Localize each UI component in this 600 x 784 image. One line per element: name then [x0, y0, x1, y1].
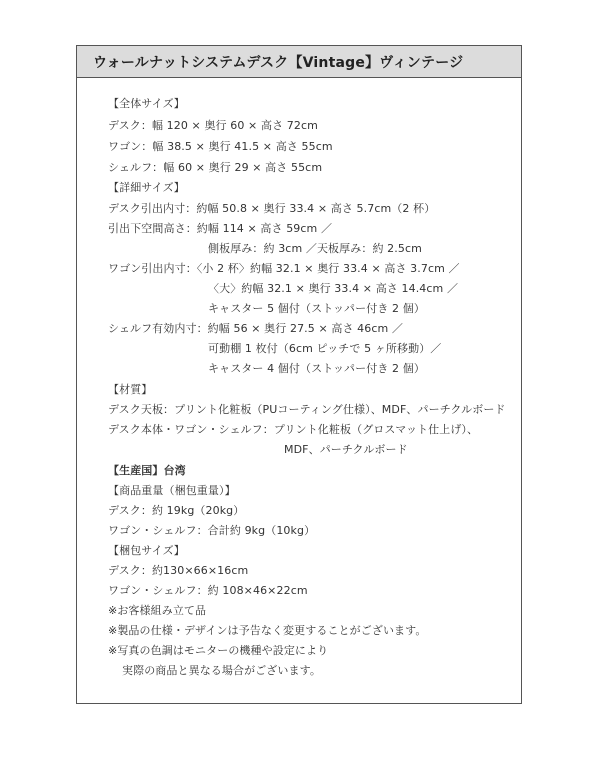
spec-line: デスク：約130×66×16cm — [108, 564, 249, 577]
spec-line: シェルフ：幅 60 × 奥行 29 × 高さ 55cm — [108, 161, 323, 174]
spec-line: 引出下空間高さ：約幅 114 × 高さ 59cm ／ — [108, 222, 333, 235]
note-line-indented: 実際の商品と異なる場合がございます。 — [122, 664, 321, 677]
heading-detail-size: 【詳細サイズ】 — [108, 181, 185, 194]
spec-line-indented: MDF、パーチクルボード — [284, 443, 408, 456]
heading-package-size: 【梱包サイズ】 — [108, 544, 185, 557]
spec-line: デスク：約 19kg（20kg） — [108, 504, 245, 517]
spec-line-indented: キャスター 4 個付（ストッパー付き 2 個） — [208, 362, 425, 375]
spec-line: ワゴン・シェルフ：約 108×46×22cm — [108, 584, 308, 597]
heading-weight: 【商品重量（梱包重量）】 — [108, 484, 236, 497]
spec-line: デスク：幅 120 × 奥行 60 × 高さ 72cm — [108, 119, 318, 132]
spec-line-indented: 可動棚 1 枚付（6cm ピッチで 5 ヶ所移動）／ — [208, 342, 442, 355]
spec-line: デスク天板：プリント化粧板（PUコーティング仕様）、MDF、パーチクルボード — [108, 403, 506, 416]
heading-material: 【材質】 — [108, 383, 153, 396]
spec-line: デスク引出内寸：約幅 50.8 × 奥行 33.4 × 高さ 5.7cm（2 杯） — [108, 202, 436, 215]
note-line: ※製品の仕様・デザインは予告なく変更することがございます。 — [108, 624, 427, 637]
spec-line-indented: 〈大〉約幅 32.1 × 奥行 33.4 × 高さ 14.4cm ／ — [208, 282, 459, 295]
spec-line-indented: キャスター 5 個付（ストッパー付き 2 個） — [208, 302, 425, 315]
spec-line: ワゴン・シェルフ：合計約 9kg（10kg） — [108, 524, 316, 537]
note-line: ※写真の色調はモニターの機種や設定により — [108, 644, 329, 657]
spec-line-indented: 側板厚み：約 3cm ／天板厚み：約 2.5cm — [208, 242, 422, 255]
heading-overall-size: 【全体サイズ】 — [108, 97, 185, 110]
spec-line: デスク本体・ワゴン・シェルフ：プリント化粧板（グロスマット仕上げ）、 — [108, 423, 479, 436]
heading-country-of-origin: 【生産国】台湾 — [108, 464, 186, 477]
title-bar — [77, 46, 521, 78]
spec-line: ワゴン：幅 38.5 × 奥行 41.5 × 高さ 55cm — [108, 140, 333, 153]
spec-line: シェルフ有効内寸：約幅 56 × 奥行 27.5 × 高さ 46cm ／ — [108, 322, 404, 335]
spec-line: ワゴン引出内寸：〈小 2 杯〉約幅 32.1 × 奥行 33.4 × 高さ 3.7cm ／ — [108, 262, 460, 275]
note-line: ※お客様組み立て品 — [108, 604, 207, 617]
product-title: ウォールナットシステムデスク【Vintage】ヴィンテージ — [93, 55, 464, 71]
